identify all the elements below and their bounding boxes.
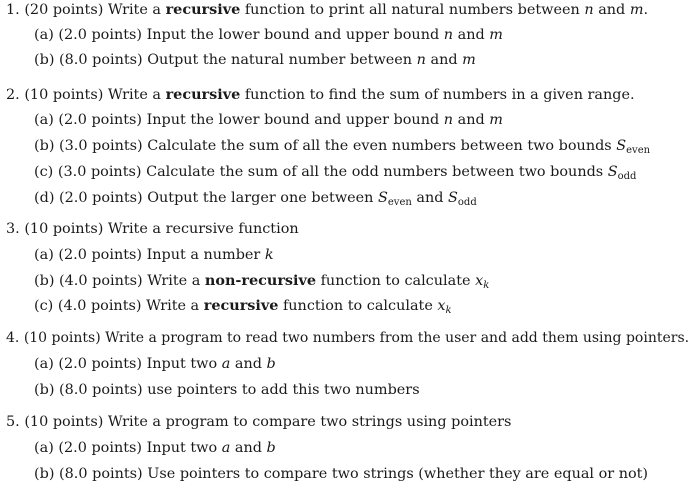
part-label: (b) [34,138,55,154]
question-text: Write a program to compare two strings using pointers [107,414,512,430]
part-label: (a) [34,356,54,372]
question-text: function to find the sum of numbers in a given range. [244,87,635,103]
question-text: Write a program to read two numbers from the user and add them using pointers. [105,330,690,346]
math-variable: n [443,27,454,43]
bold-keyword: recursive [165,86,241,103]
math-variable: x [437,298,446,314]
part-text: and [457,27,485,43]
part-label: (b) [34,273,55,289]
math-variable: m [489,27,503,43]
part-label: (d) [34,190,55,206]
part-text: Input the lower bound and upper bound [146,112,440,128]
part-text: Calculate the sum of all the odd numbers between two bounds [146,164,604,180]
part-label: (b) [34,52,55,68]
part-2d [34,189,477,212]
part-label: (b) [34,382,55,398]
math-subscript: odd [457,197,477,208]
part-points: (3.0 points) [59,138,143,154]
math-variable: b [266,440,276,456]
part-text: Input the lower bound and upper bound [146,27,440,43]
question-text: Write a [107,2,162,18]
part-label: (c) [34,298,54,314]
part-text: and [430,52,458,68]
math-subscript: k [445,305,452,316]
part-label: (a) [34,27,54,43]
question-text: function to print all natural numbers between [244,2,580,18]
part-text: and [457,112,485,128]
question-points: (10 points) [24,221,104,237]
part-label: (a) [34,112,54,128]
bold-keyword: recursive [203,297,279,314]
math-subscript: k [483,280,490,291]
question-4 [6,329,689,347]
math-variable: m [462,52,476,68]
math-variable: b [266,356,276,372]
question-5 [6,413,511,431]
part-text: function to calculate [282,298,433,314]
part-5b [34,465,648,483]
math-variable: m [489,112,503,128]
part-5a [34,439,276,457]
math-variable: S [607,164,618,180]
question-number: 1. [6,2,20,18]
math-variable: a [221,440,231,456]
part-text: Output the natural number between [147,52,413,68]
part-3c [34,297,452,320]
part-points: (2.0 points) [58,27,142,43]
part-2b [34,137,650,160]
part-text: Input two [146,356,218,372]
part-points: (4.0 points) [57,298,142,314]
math-variable: S [616,138,627,154]
part-label: (a) [34,247,54,263]
part-points: (3.0 points) [57,164,142,180]
part-text: Calculate the sum of all the even numbers between two bounds [147,138,612,154]
part-points: (2.0 points) [58,440,142,456]
math-variable: m [629,2,644,18]
question-number: 3. [6,221,20,237]
question-number: 2. [6,87,20,103]
part-text: Use pointers to compare two strings (whether they are equal or not) [147,466,649,482]
part-points: (2.0 points) [59,190,143,206]
question-points: (10 points) [24,414,104,430]
part-2c [34,163,636,186]
part-points: (8.0 points) [59,382,143,398]
math-variable: S [378,190,388,206]
part-points: (4.0 points) [59,273,143,289]
part-points: (2.0 points) [58,112,142,128]
part-1b [34,51,476,69]
part-4a [34,355,276,373]
part-text: use pointers to add this two numbers [147,382,420,398]
math-variable: n [443,112,454,128]
math-variable: n [416,52,426,68]
math-variable: S [448,190,458,206]
part-3b [34,272,489,295]
question-1 [6,1,648,19]
math-variable: n [584,2,594,18]
part-3a [34,246,274,264]
math-subscript: even [626,145,651,156]
bold-keyword: non-recursive [204,272,317,289]
question-2 [6,86,635,104]
bold-keyword: recursive [165,1,241,18]
question-text: and [598,2,626,18]
part-label: (c) [34,164,54,180]
part-text: Output the larger one between [147,190,374,206]
math-subscript: odd [617,171,637,182]
part-text: and [416,190,444,206]
math-variable: a [221,356,231,372]
question-points: (10 points) [23,330,101,346]
question-text: Write a recursive function [107,221,299,237]
part-points: (2.0 points) [58,356,142,372]
part-points: (8.0 points) [59,52,143,68]
part-text: Write a [147,273,201,289]
part-points: (8.0 points) [59,466,143,482]
math-subscript: even [387,197,412,208]
part-text: Write a [146,298,200,314]
question-number: 4. [6,330,20,346]
part-text: Input two [146,440,218,456]
math-variable: k [264,247,274,263]
punctuation: . [643,2,649,18]
part-label: (b) [34,466,55,482]
part-text: and [234,440,262,456]
part-label: (a) [34,440,54,456]
part-2a [34,111,503,129]
question-points: (10 points) [24,87,104,103]
part-points: (2.0 points) [58,247,142,263]
question-points: (20 points) [24,2,104,18]
question-number: 5. [6,414,20,430]
part-text: Input a number [146,247,261,263]
part-1a [34,26,503,44]
question-3 [6,220,299,238]
part-text: function to calculate [320,273,471,289]
math-variable: x [475,273,484,289]
part-4b [34,381,420,399]
part-text: and [234,356,262,372]
question-text: Write a [107,87,162,103]
